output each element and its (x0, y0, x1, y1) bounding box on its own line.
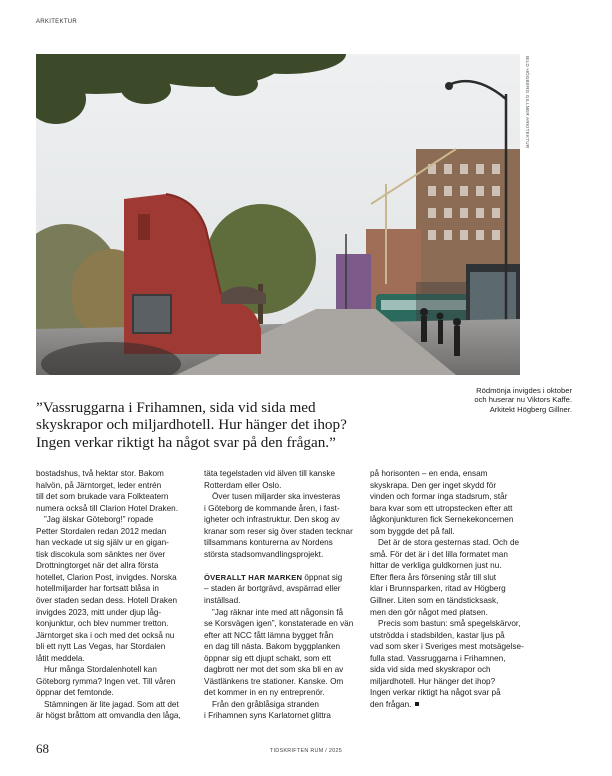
text-line (36, 583, 194, 595)
text-line-content: bli ett nytt Las Vegas, har Stordalen (36, 642, 166, 652)
text-line-content: det kommer in en ny entreprenör. (204, 688, 325, 698)
text-line (204, 710, 362, 722)
text-line-content: utströdda i stadsbilden, kastar ljus på (370, 630, 505, 640)
text-line (204, 618, 362, 630)
text-line (370, 641, 528, 653)
text-line-content: vad som sker i Sveriges mest motsägelse- (370, 642, 524, 652)
text-line (36, 560, 194, 572)
text-line-content: Det är de stora gesternas stad. Och de (378, 538, 520, 548)
end-mark-icon (415, 702, 419, 706)
text-line (370, 491, 528, 503)
text-line (370, 630, 528, 642)
text-line (370, 595, 528, 607)
text-line (204, 468, 362, 480)
text-line-content: bara kvar som ett utropstecken efter att (370, 503, 513, 513)
text-line-content: Gillner. Liten som en tändsticksask, (370, 596, 499, 606)
caption-line: och huserar nu Viktors Kaffe. (474, 395, 572, 405)
text-line-content: täta tegelstaden vid älven till kanske (204, 469, 336, 478)
text-line (204, 676, 362, 688)
text-line-content: efter att NCC fått lämna bygget från (204, 630, 334, 640)
text-line-content: klar i Brunnsparken, ritad av Högberg (370, 584, 506, 594)
page-number: 68 (36, 741, 49, 756)
text-line (370, 583, 528, 595)
text-line (204, 560, 362, 572)
text-line-content: kranar som reser sig över staden tecknar (204, 526, 353, 536)
text-line-content: Hur många Stordalenhotell kan (44, 665, 157, 675)
text-line-content: men den gör något med platsen. (370, 607, 488, 617)
text-line-content: öppnar sig ett djupt schakt, som ett (204, 653, 331, 663)
text-line-content: Drottningtorget när det allra första (36, 561, 159, 571)
text-line-content: Från den gråblåsiga stranden (212, 699, 319, 709)
text-line (204, 503, 362, 515)
text-line-content: låtit meddela. (36, 653, 85, 663)
text-line (370, 607, 528, 619)
text-line (204, 687, 362, 699)
text-line (36, 630, 194, 642)
text-line (204, 537, 362, 549)
section-label: ARKITEKTUR (36, 19, 78, 25)
text-line (36, 641, 194, 653)
text-line (36, 699, 194, 711)
text-line (204, 699, 362, 711)
body-column-3 (370, 468, 528, 710)
text-line-content: Stämningen är lite jagad. Som att det (44, 699, 179, 709)
text-line (370, 653, 528, 665)
subhead-rest: öppnat sig (302, 572, 343, 582)
text-line-content: i Frihamnen syns Karlatornet glittra (204, 711, 331, 721)
text-line (36, 526, 194, 538)
text-line (370, 468, 528, 480)
text-line-content: hotellmiljarder har fortsatt blåsa in (36, 584, 159, 594)
text-line-content: Petter Stordalen redan 2012 medan (36, 526, 167, 536)
text-line (36, 572, 194, 584)
text-line (204, 549, 362, 561)
pull-quote-line: skyskrapor och miljardhotell. Hur hänger det ihop? (36, 416, 347, 434)
text-line (204, 514, 362, 526)
text-line (204, 491, 362, 503)
text-line (370, 687, 528, 699)
text-line-content: inställsad. (204, 596, 241, 606)
text-line (370, 664, 528, 676)
text-line (370, 537, 528, 549)
text-line-content: största stadsomvandlingsprojekt. (204, 549, 324, 559)
text-line (204, 607, 362, 619)
text-line-content: Västlänkens tre stationer. Kanske. Om (204, 676, 344, 686)
text-line-content: ”Jag räknar inte med att någonsin få (212, 607, 344, 617)
text-line (370, 699, 528, 711)
caption-line: Arkitekt Högberg Gillner. (489, 404, 572, 414)
text-line-content: öppnar det femtonde. (36, 688, 114, 698)
text-line-content: en dag till nästa. Bakom byggplanken (204, 642, 341, 652)
text-line-content: bostadshus, två hektar stor. Bakom (36, 469, 164, 478)
text-line-content: som byggde det på fall. (370, 526, 455, 536)
text-line (36, 468, 194, 480)
text-line (36, 503, 194, 515)
text-line-content: tillsammans konturerna av Nordens (204, 538, 333, 548)
text-line (36, 537, 194, 549)
text-line (204, 480, 362, 492)
text-line-content: skyskrapa. Den ger inget skydd för (370, 480, 497, 490)
text-line-content: igheter och infrastruktur. Den skog av (204, 515, 340, 525)
text-line (370, 676, 528, 688)
body-column-2 (204, 468, 362, 722)
text-line (204, 630, 362, 642)
text-line-content: Precis som bastun: små spegelskärvor, (378, 619, 521, 629)
text-line-content: Göteborg rymma? Ingen vet. Till våren (36, 676, 176, 686)
caption-line: Rödmönja invigdes i oktober (476, 386, 572, 395)
text-line-content: den frågan. (370, 699, 412, 709)
text-line (36, 549, 194, 561)
text-line-content: över staden sedan dess. Hotell Draken (36, 596, 178, 606)
text-line (36, 664, 194, 676)
text-line (36, 687, 194, 699)
text-line-content: lågkonjunkturen fick Sernekekoncernen (370, 515, 514, 525)
text-line (204, 664, 362, 676)
publication-footer: TIDSKRIFTEN RUM / 2025 (269, 748, 343, 754)
text-line-content: miljardhotell. Hur hänger det ihop? (370, 676, 496, 686)
text-line (36, 710, 194, 722)
text-line-content: se Korsvägen igen”, konstaterade en vän (204, 619, 354, 629)
body-column-1 (36, 468, 194, 722)
text-line-content: till det som brukade vara Folkteatern (36, 492, 169, 502)
text-line (204, 583, 362, 595)
text-line (36, 607, 194, 619)
street-scene-illustration (36, 54, 520, 375)
text-line-content: dagbrott ner mot det som ska bli en av (204, 665, 344, 675)
photo-caption (454, 386, 572, 414)
text-line (36, 514, 194, 526)
text-line-content: i Göteborg de kommande åren, i fast- (204, 503, 340, 513)
text-line-content: Över tusen miljarder ska investeras (212, 492, 341, 502)
text-line (36, 595, 194, 607)
text-line (36, 480, 194, 492)
text-line-content: hittar de verkliga guldkornen just nu. (370, 561, 502, 571)
feature-photo (36, 54, 520, 375)
text-line (204, 641, 362, 653)
text-line (36, 653, 194, 665)
text-line (204, 595, 362, 607)
text-line-content: invigdes 2023, mitt under djup låg- (36, 607, 162, 617)
text-line-content: Ingen verkar riktigt ha något svar på (370, 688, 501, 698)
text-line (370, 514, 528, 526)
text-line (370, 618, 528, 630)
text-line-content: sida vid sida med skyskrapor och (370, 665, 491, 675)
pull-quote-line: ”Vassruggarna i Frihamnen, sida vid sida med (36, 399, 316, 416)
text-line-content: vinden och formar inga stadsrum, står (370, 492, 508, 502)
text-line-content: han veckade ut sig själv ur en gigan- (36, 538, 169, 548)
subhead-lead: ÖVERALLT HAR MARKEN (204, 572, 303, 582)
text-line (204, 526, 362, 538)
text-line (36, 618, 194, 630)
text-line-content: Järntorget ska i och med det också nu (36, 630, 175, 640)
text-line-content: Rotterdam eller Oslo. (204, 480, 282, 490)
text-line (370, 480, 528, 492)
text-line-content: tisk discokula som sänktes ner över (36, 549, 166, 559)
text-line (370, 572, 528, 584)
photo-credit: BILD HÖGBERG GILLNER ARKITEKTUR (525, 56, 530, 149)
text-line (370, 560, 528, 572)
pull-quote-line: Ingen verkar riktigt ha något svar på den frågan.” (36, 433, 336, 451)
text-line-content: halvön, på Järntorget, leder entrén (36, 480, 162, 490)
text-line-content: ”Jag älskar Göteborg!” ropade (44, 515, 154, 525)
text-line (36, 491, 194, 503)
text-line-content: fulla stad. Vassruggarna i Frihamnen, (370, 653, 506, 663)
text-line-content: Efter flera års försening står till slut (370, 572, 497, 582)
text-line-content: – staden är bortgrävd, avspärrad eller (204, 584, 341, 594)
text-line-content: konjunktur, och blev nummer tretton. (36, 619, 169, 629)
text-line-content: hotellet, Clarion Post, invigdes. Norska (36, 572, 177, 582)
text-line (204, 653, 362, 665)
text-line (370, 526, 528, 538)
text-line (370, 503, 528, 515)
text-line-content: är högst bråttom att omvandla den låga, (36, 711, 181, 721)
text-line (36, 676, 194, 688)
text-line-content: små. För det är i det lilla formatet man (370, 549, 508, 559)
text-line-content: numera också till Clarion Hotel Draken. (36, 503, 178, 513)
text-line-content: på horisonten – en enda, ensam (370, 469, 488, 478)
text-line (370, 549, 528, 561)
text-line (204, 572, 362, 584)
pull-quote (36, 399, 456, 451)
